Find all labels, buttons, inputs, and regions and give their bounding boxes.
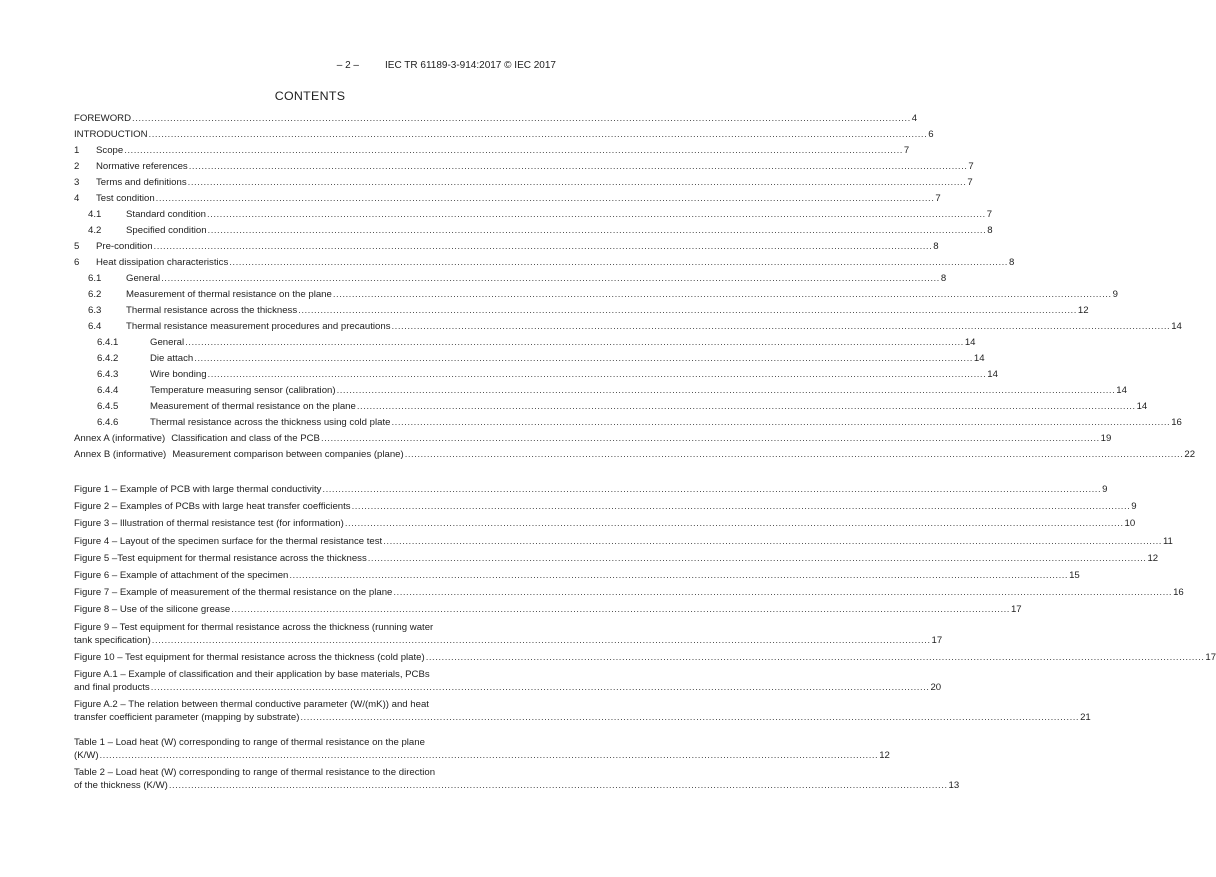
toc-entry-number: 5 <box>74 241 80 252</box>
toc-entry-title: Thermal resistance across the thickness using cold plate <box>150 417 391 428</box>
dot-leader <box>368 553 1147 565</box>
contents-body <box>74 113 1216 797</box>
dot-leader <box>393 587 1172 599</box>
page-number: – 2 – <box>336 60 359 71</box>
table-entry-title-continued: of the thickness (K/W) <box>74 779 168 791</box>
table-entry-title-continued: (K/W) <box>74 749 99 761</box>
toc-entry-title: Terms and definitions <box>96 177 187 188</box>
toc-entry-page: 7 <box>968 161 974 172</box>
toc-entry-title: Standard condition <box>126 209 207 220</box>
table-entry-page: 13 <box>948 779 960 791</box>
toc-entry[interactable] <box>74 161 974 177</box>
dot-leader <box>149 129 928 141</box>
toc-entry[interactable] <box>74 273 947 289</box>
dot-leader <box>208 369 987 381</box>
toc-entry[interactable] <box>74 401 1148 417</box>
dot-leader <box>194 353 973 365</box>
dot-leader <box>352 501 1131 513</box>
figure-entry[interactable] <box>74 501 1137 518</box>
toc-entry[interactable] <box>74 257 1015 273</box>
figure-entry-title-continued: tank specification) <box>74 634 151 646</box>
figure-entry-page: 11 <box>1162 535 1173 547</box>
toc-entry-title: FOREWORD <box>74 113 132 124</box>
dot-leader <box>392 417 1171 429</box>
dot-leader <box>124 145 903 157</box>
figure-entry-title-continued: transfer coefficient parameter (mapping by substrate) <box>74 711 300 723</box>
toc-entry-page: 7 <box>935 193 941 204</box>
figure-entry-line <box>74 681 942 695</box>
toc-entry-number: 6.4 <box>88 321 102 332</box>
toc-entry-number: 6.1 <box>88 273 102 284</box>
toc-entry-title: Test condition <box>96 193 155 204</box>
dot-leader <box>152 635 931 647</box>
dot-leader <box>392 321 1171 333</box>
dot-leader <box>426 652 1205 664</box>
figure-entry-line <box>74 634 943 648</box>
figure-entry[interactable] <box>74 698 1091 725</box>
toc-entry-page: 8 <box>987 225 993 236</box>
figure-entry-page: 15 <box>1069 569 1080 581</box>
toc-entry-title: Heat dissipation characteristics <box>96 257 229 268</box>
figure-entry[interactable] <box>74 604 1022 621</box>
dot-leader <box>300 712 1079 724</box>
toc-entry-title: Normative references <box>96 161 188 172</box>
dot-leader <box>383 536 1162 548</box>
dot-leader <box>189 161 968 173</box>
dot-leader <box>188 177 967 189</box>
toc-entry-page: 14 <box>987 369 998 380</box>
toc-entry-title: General <box>150 337 185 348</box>
toc-entry-title: Specified condition <box>126 225 207 236</box>
table-entry[interactable] <box>74 766 960 793</box>
figure-entry-page: 9 <box>1102 484 1108 495</box>
dot-leader <box>208 225 987 237</box>
dot-leader <box>321 433 1100 445</box>
toc-entry-title: Pre-condition <box>96 241 153 252</box>
dot-leader <box>207 209 986 221</box>
toc-entry-title: Measurement comparison between companies (plane) <box>172 449 404 460</box>
toc-entry[interactable] <box>74 321 1182 337</box>
toc-entry-page: 22 <box>1184 449 1196 460</box>
figure-entry-title: Figure 7 – Example of measurement of the thermal resistance on the plane <box>74 587 393 599</box>
figure-entry-page: 16 <box>1173 587 1184 599</box>
table-entry-line <box>74 767 557 780</box>
figure-entry-page: 21 <box>1080 711 1091 723</box>
figure-entry-line <box>74 711 1091 725</box>
toc-entry-page: 19 <box>1100 433 1112 444</box>
toc-entry-number: 1 <box>74 145 80 156</box>
toc-entry[interactable] <box>74 369 998 385</box>
figure-entry-title: Figure A.2 – The relation between thermal conductive parameter (W/(mK)) and heat <box>74 698 429 710</box>
figure-entry-line <box>74 699 557 712</box>
figure-entry-page: 20 <box>930 681 942 693</box>
toc-entry[interactable] <box>74 225 993 241</box>
figure-entry[interactable] <box>74 668 942 695</box>
figure-entry-title: Figure 8 – Use of the silicone grease <box>74 604 231 616</box>
figure-entry[interactable] <box>74 587 1184 604</box>
table-entry-line <box>74 749 890 763</box>
toc-entry-number: 6.4.5 <box>97 401 119 412</box>
toc-entry-title: Thermal resistance measurement procedures and precautions <box>126 321 391 332</box>
dot-leader <box>405 449 1184 461</box>
table-of-contents <box>74 113 1196 465</box>
table-entry-page: 12 <box>879 749 890 761</box>
dot-leader <box>345 518 1124 530</box>
figure-entry-title: Figure 4 – Layout of the specimen surface for the thermal resistance test <box>74 535 383 547</box>
figure-entry[interactable] <box>74 621 943 648</box>
toc-entry-title: General <box>126 273 161 284</box>
toc-annex-label: Annex A (informative) <box>74 433 166 444</box>
toc-entry[interactable] <box>74 145 910 161</box>
toc-entry-number: 4.2 <box>88 225 102 236</box>
toc-entry-number: 6.3 <box>88 305 102 316</box>
table-entry-line <box>74 737 557 750</box>
figure-entry[interactable] <box>74 651 1216 669</box>
toc-entry-number: 6.4.3 <box>97 369 119 380</box>
list-of-figures <box>74 484 1216 725</box>
figure-entry[interactable] <box>74 484 1108 501</box>
toc-entry[interactable] <box>74 209 993 225</box>
toc-entry-title: Measurement of thermal resistance on the plane <box>150 401 356 412</box>
toc-entry-title: Thermal resistance across the thickness <box>126 305 298 316</box>
table-entry[interactable] <box>74 736 890 763</box>
toc-entry-number: 6.4.4 <box>97 385 119 396</box>
toc-entry-page: 8 <box>933 241 939 252</box>
document-id: IEC TR 61189-3-914:2017 © IEC 2017 <box>385 60 556 71</box>
toc-annex-label: Annex B (informative) <box>74 449 167 460</box>
toc-entry[interactable] <box>74 385 1127 401</box>
figure-entry[interactable] <box>74 569 1080 587</box>
toc-entry-title: Temperature measuring sensor (calibration) <box>150 385 336 396</box>
toc-entry-number: 6.2 <box>88 289 102 300</box>
toc-entry-page: 14 <box>1136 401 1148 412</box>
figure-entry-title-continued: and final products <box>74 681 150 693</box>
toc-entry-number: 6.4.1 <box>97 337 119 348</box>
figure-entry-title: Figure 2 – Examples of PCBs with large heat transfer coefficients <box>74 501 351 513</box>
figure-entry-page: 17 <box>1205 651 1216 663</box>
toc-entry-page: 14 <box>1171 321 1182 332</box>
toc-entry-page: 9 <box>1112 289 1118 300</box>
figure-entry-page: 17 <box>1010 604 1022 616</box>
toc-entry-page: 8 <box>1008 257 1015 268</box>
toc-entry-title: INTRODUCTION <box>74 129 148 140</box>
toc-entry[interactable] <box>74 305 1089 321</box>
toc-entry-title: Measurement of thermal resistance on the plane <box>126 289 332 300</box>
dot-leader <box>337 385 1116 397</box>
dot-leader <box>289 570 1068 582</box>
toc-entry-page: 8 <box>940 273 947 284</box>
figure-entry[interactable] <box>74 552 1159 570</box>
toc-entry-title: Scope <box>96 145 124 156</box>
figure-entry-page: 9 <box>1131 501 1137 513</box>
dot-leader <box>231 604 1010 616</box>
dot-leader <box>100 750 879 762</box>
toc-entry-page: 14 <box>973 353 985 364</box>
figure-entry-title: Figure 5 –Test equipment for thermal resistance across the thickness <box>74 552 367 564</box>
table-entry-title: Table 2 – Load heat (W) corresponding to range of thermal resistance to the direction <box>74 766 436 778</box>
dot-leader <box>185 337 964 349</box>
dot-leader <box>298 305 1077 317</box>
figure-entry-line <box>74 622 557 635</box>
figure-entry-line <box>74 669 557 682</box>
toc-entry-page: 7 <box>967 177 973 188</box>
toc-entry[interactable] <box>74 113 918 129</box>
figure-entry[interactable] <box>74 518 1136 535</box>
toc-entry[interactable] <box>74 129 934 145</box>
toc-entry-page: 14 <box>1116 385 1127 396</box>
figure-entry[interactable] <box>74 535 1173 553</box>
toc-entry-page: 7 <box>903 145 910 156</box>
figure-entry-title: Figure A.1 – Example of classification and their application by base materials, PCBs <box>74 668 430 680</box>
figure-entry-title: Figure 10 – Test equipment for thermal resistance across the thickness (cold plate) <box>74 651 425 663</box>
toc-entry[interactable] <box>74 353 985 369</box>
toc-entry-number: 6.4.6 <box>97 417 119 428</box>
toc-entry[interactable] <box>74 417 1182 433</box>
dot-leader <box>156 193 935 205</box>
toc-entry-page: 12 <box>1077 305 1089 316</box>
dot-leader <box>357 401 1136 413</box>
toc-entry[interactable] <box>74 241 939 257</box>
figure-entry-title: Figure 6 – Example of attachment of the specimen <box>74 569 289 581</box>
toc-entry-page: 4 <box>911 113 918 124</box>
figure-entry-page: 10 <box>1124 518 1136 530</box>
dot-leader <box>169 780 948 792</box>
dot-leader <box>333 289 1112 301</box>
toc-entry-page: 14 <box>964 337 976 348</box>
toc-entry-title: Wire bonding <box>150 369 207 380</box>
figure-entry-title: Figure 1 – Example of PCB with large thermal conductivity <box>74 484 322 495</box>
toc-entry[interactable] <box>74 193 941 209</box>
table-entry-title: Table 1 – Load heat (W) corresponding to range of thermal resistance on the plane <box>74 736 425 748</box>
toc-entry-page: 7 <box>986 209 993 220</box>
page-header <box>337 60 556 71</box>
dot-leader <box>229 257 1008 269</box>
figure-entry-page: 12 <box>1147 552 1159 564</box>
toc-entry[interactable] <box>74 177 973 193</box>
toc-entry-page: 16 <box>1171 417 1182 428</box>
figure-entry-title: Figure 3 – Illustration of thermal resistance test (for information) <box>74 518 344 530</box>
dot-leader <box>322 484 1101 496</box>
toc-entry[interactable] <box>74 449 1196 465</box>
dot-leader <box>151 682 930 694</box>
toc-entry-number: 6 <box>74 257 80 268</box>
toc-entry[interactable] <box>74 433 1112 449</box>
list-of-tables <box>74 736 960 793</box>
dot-leader <box>161 273 940 285</box>
toc-entry-number: 6.4.2 <box>97 353 119 364</box>
toc-entry-title: Classification and class of the PCB <box>171 433 320 444</box>
toc-entry-number: 3 <box>74 177 80 188</box>
contents-heading: CONTENTS <box>274 89 346 103</box>
dot-leader <box>132 113 911 125</box>
table-entry-line <box>74 779 960 793</box>
toc-entry[interactable] <box>74 337 976 353</box>
dot-leader <box>154 241 933 253</box>
figure-entry-title: Figure 9 – Test equipment for thermal resistance across the thickness (running water <box>74 621 434 633</box>
toc-entry-page: 6 <box>928 129 934 140</box>
toc-entry-title: Die attach <box>150 353 194 364</box>
toc-entry-number: 2 <box>74 161 80 172</box>
toc-entry-number: 4.1 <box>88 209 102 220</box>
toc-entry[interactable] <box>74 289 1118 305</box>
figure-entry-page: 17 <box>931 634 943 646</box>
toc-entry-number: 4 <box>74 193 80 204</box>
